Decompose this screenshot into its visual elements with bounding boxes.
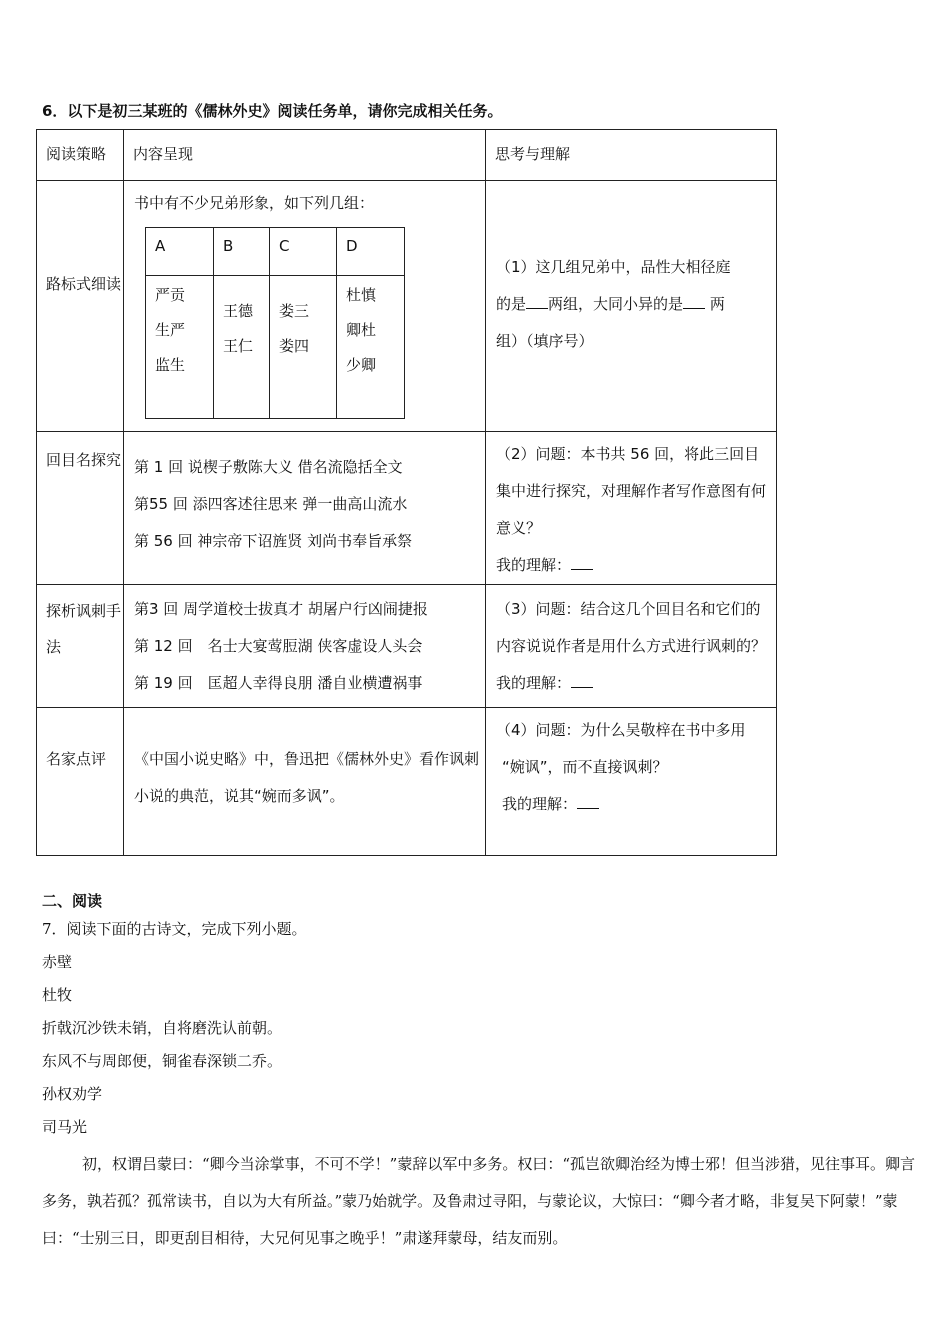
- prose-title: 孙权劝学: [42, 1085, 103, 1103]
- chapter-title: 第3 回 周学道校士拔真才 胡屠户行凶闹捷报: [134, 600, 428, 618]
- task4-question-line1: （4）问题：为什么吴敬梓在书中多用: [496, 721, 746, 739]
- chapter-title: 第55 回 添四客述往思来 弹一曲高山流水: [134, 495, 408, 513]
- poem-title: 赤壁: [42, 953, 73, 971]
- header-thinking: 思考与理解: [495, 145, 571, 163]
- header-content: 内容呈现: [133, 145, 194, 163]
- answer-blank[interactable]: [577, 794, 599, 809]
- table-row: [37, 585, 777, 708]
- task1-line1: （1）这几组兄弟中，品性大相径庭: [496, 258, 731, 276]
- prose-text: 初，权谓吕蒙曰：“卿今当涂掌事，不可不学！”蒙辞以军中多务。权曰：“孤岂欲卿治经为博士邪！但当涉猎，见往事耳。卿言多务，孰若孤？孤常读书，自以为大有所益。”蒙乃始就学。及鲁肃过寻阳，与蒙论议，大惊曰：“卿今者才略，非复吴下阿蒙！”蒙曰：“士别三日，即更刮目相待，大兄何见事之晚乎！”肃遂拜蒙母，结友而别。: [42, 1155, 916, 1247]
- group-label: A: [146, 228, 214, 276]
- chapter-title: 第 1 回 说楔子敷陈大义 借名流隐括全文: [134, 458, 403, 476]
- table-row: [37, 708, 777, 856]
- brothers-groups-table: [145, 227, 405, 419]
- table-header-row: [37, 130, 777, 181]
- task4-question-line2: “婉讽”，而不直接讽刺？: [502, 758, 668, 776]
- task2-question: （2）问题：本书共 56 回，将此三回目集中进行探究，对理解作者写作意图有何意义？: [496, 445, 767, 537]
- task2-answer-label: 我的理解：: [496, 556, 572, 574]
- critic-comment: 《中国小说史略》中，鲁迅把《儒林外史》看作讽刺小说的典范，说其“婉而多讽”。: [134, 750, 480, 805]
- poem-line: 折戟沉沙铁未销，自将磨洗认前朝。: [42, 1019, 283, 1037]
- poem-line: 东风不与周郎便，铜雀春深锁二乔。: [42, 1052, 283, 1070]
- table-row: [37, 181, 777, 432]
- group-names: 王德王仁: [223, 302, 254, 355]
- answer-blank[interactable]: [683, 294, 705, 309]
- group-label: D: [337, 228, 405, 276]
- strategy-cell: 探析讽刺手法: [46, 602, 122, 656]
- strategy-cell: 回目名探究: [46, 451, 122, 469]
- group-names: 严贡生严监生: [155, 286, 186, 374]
- task1-line3: 组）（填序号）: [496, 332, 594, 350]
- answer-blank[interactable]: [571, 673, 593, 688]
- answer-blank[interactable]: [526, 294, 548, 309]
- question-7-heading: 7．阅读下面的古诗文，完成下列小题。: [42, 920, 307, 938]
- group-label: B: [214, 228, 270, 276]
- task4-answer-label: 我的理解：: [502, 795, 578, 813]
- prose-author: 司马光: [42, 1118, 88, 1136]
- poem-author: 杜牧: [42, 986, 73, 1004]
- answer-blank[interactable]: [571, 555, 593, 570]
- strategy-cell: 路标式细读: [46, 275, 122, 293]
- task3-question: （3）问题：结合这几个回目名和它们的内容说说作者是用什么方式进行讽刺的？我的理解：: [496, 600, 767, 692]
- header-strategy: 阅读策略: [46, 145, 107, 163]
- group-names: 娄三娄四: [279, 302, 310, 355]
- section-title: 二、阅读: [42, 892, 103, 910]
- question-6-heading: 6．以下是初三某班的《儒林外史》阅读任务单，请你完成相关任务。: [42, 102, 503, 120]
- chapter-title: 第 56 回 神宗帝下诏旌贤 刘尚书奉旨承祭: [134, 532, 413, 550]
- task1-text-d: 两: [709, 295, 725, 313]
- task1-text-b: 的是: [496, 295, 527, 313]
- group-names: 杜慎卿杜少卿: [346, 286, 377, 374]
- group-label: C: [270, 228, 337, 276]
- table-row: [37, 432, 777, 585]
- strategy-cell: 名家点评: [46, 750, 107, 768]
- brothers-intro: 书中有不少兄弟形象，如下列几组：: [134, 194, 375, 212]
- reading-task-table: [36, 129, 777, 856]
- chapter-title: 第 19 回 匡超人幸得良朋 潘自业横遭祸事: [134, 674, 423, 692]
- task1-text-c: 两组，大同小异的是: [548, 295, 684, 313]
- reading-section: [42, 913, 922, 1257]
- chapter-title: 第 12 回 名士大宴莺脰湖 侠客虚设人头会: [134, 637, 423, 655]
